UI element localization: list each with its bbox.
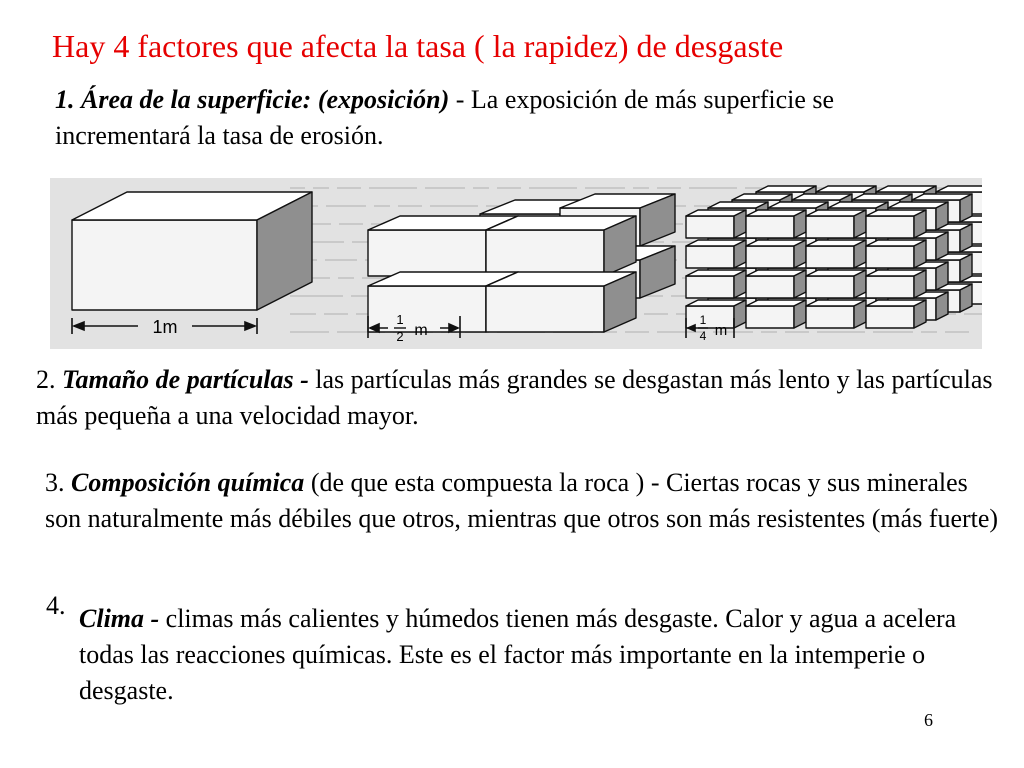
cubes-illustration	[50, 178, 982, 349]
cube-quarter-3-2-3	[866, 270, 926, 298]
dimension-half-den: 2	[396, 329, 404, 344]
cube-quarter-3-2-1	[746, 270, 806, 298]
factor-3-heading: Composición química	[71, 468, 305, 497]
dimension-1m-label: 1m	[152, 317, 178, 337]
factor-3-text: (de que esta compuesta la roca ) - Ciertas rocas y sus minerales son naturalmente más débiles que otros, mientras que otros son más resistentes (más fuerte)	[45, 468, 999, 533]
cube-quarter-3-3-3	[866, 300, 926, 328]
cubes-figure	[50, 178, 982, 349]
dimension-half-num: 1	[396, 312, 404, 327]
cube-quarter-3-0-3	[866, 210, 926, 238]
factor-1-heading: 1. Área de la superficie: (exposición)	[55, 85, 450, 114]
cube-quarter-3-0-1	[746, 210, 806, 238]
cube-large	[72, 192, 312, 310]
cube-quarter-3-2-0	[686, 270, 746, 298]
factor-1-paragraph	[55, 82, 955, 154]
cube-half-front-3	[486, 272, 636, 332]
dimension-quarter-den: 4	[699, 329, 707, 343]
factor-3-number: 3.	[45, 468, 71, 497]
cube-quarter-3-1-2	[806, 240, 866, 268]
factor-4-number: 4.	[46, 591, 66, 620]
cube-quarter-3-3-1	[746, 300, 806, 328]
factor-4-text: climas más calientes y húmedos tienen más desgaste. Calor y agua a acelera todas las reacciones químicas. Este es el factor más importante en la intemperie o desgaste.	[79, 604, 957, 705]
cube-quarter-3-0-2	[806, 210, 866, 238]
factor-3-paragraph	[45, 465, 1005, 537]
dimension-half-unit: m	[414, 322, 428, 339]
factor-1-text: - La exposición de más superficie se incrementará la tasa de erosión.	[55, 85, 835, 150]
cube-quarter-3-1-0	[686, 240, 746, 268]
slide-title: Hay 4 factores que afecta la tasa ( la rapidez) de desgaste	[52, 28, 784, 64]
factor-2-heading: Tamaño de partículas -	[62, 365, 316, 394]
cube-quarter-3-1-3	[866, 240, 926, 268]
factor-2-text: las partículas más grandes se desgastan más lento y las partículas más pequeña a una velocidad mayor.	[36, 365, 993, 430]
factor-4-paragraph	[79, 601, 1009, 709]
cube-quarter-3-3-2	[806, 300, 866, 328]
cube-quarter-3-1-1	[746, 240, 806, 268]
dimension-quarter-num: 1	[699, 313, 707, 327]
cube-quarter-3-0-0	[686, 210, 746, 238]
factor-2-number: 2.	[36, 365, 62, 394]
factor-2-paragraph	[36, 362, 996, 434]
dimension-quarter-unit: m	[714, 322, 728, 339]
cube-half-front-1	[486, 216, 636, 276]
factor-4-heading: Clima -	[79, 604, 166, 633]
page-number: 6	[924, 710, 933, 730]
cube-quarter-3-2-2	[806, 270, 866, 298]
